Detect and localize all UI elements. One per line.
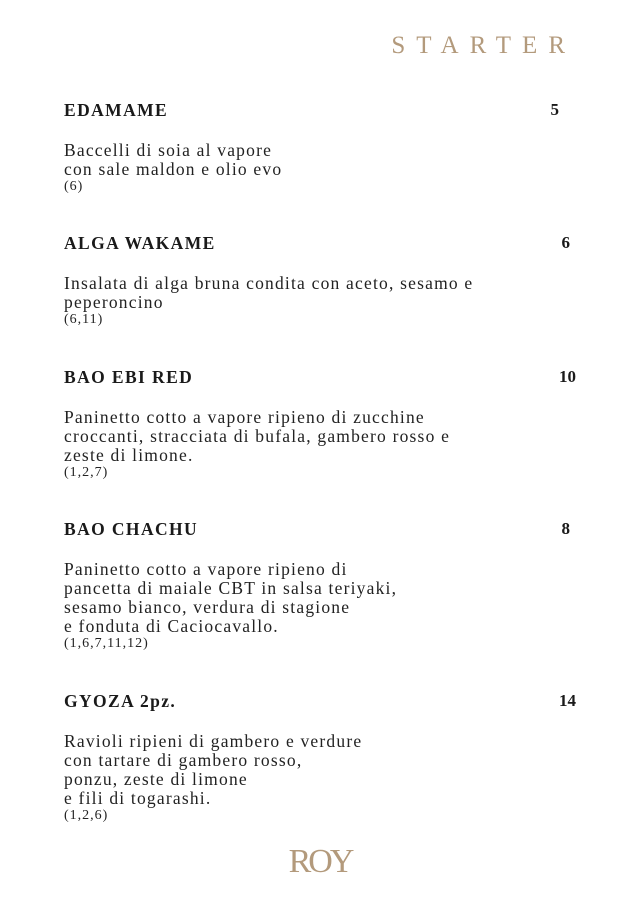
- menu-item-edamame: [64, 100, 576, 195]
- item-name: GYOZA 2pz.: [64, 691, 177, 711]
- item-name: ALGA WAKAME: [64, 233, 216, 253]
- item-name: BAO CHACHU: [64, 519, 199, 539]
- item-price: 5: [550, 100, 559, 119]
- menu-item-bao-chachu: [64, 519, 576, 652]
- item-allergens: (6): [64, 179, 84, 194]
- item-description: Paninetto cotto a vapore ripieno di pancetta di maiale CBT in salsa teriyaki, sesamo bianco, verdura di stagione e fonduta di Caciocavallo.: [64, 559, 398, 636]
- roy-logo-icon: [285, 840, 355, 880]
- item-allergens: (6,11): [64, 312, 104, 327]
- menu-item-gyoza: [64, 691, 576, 824]
- item-description: Baccelli di soia al vapore con sale maldon e olio evo: [64, 140, 283, 179]
- item-name: EDAMAME: [64, 100, 169, 120]
- item-allergens: (1,2,6): [64, 808, 109, 823]
- item-price: 10: [559, 367, 576, 386]
- page-title: STARTER: [391, 32, 576, 59]
- item-price: 6: [561, 233, 570, 252]
- item-description: Paninetto cotto a vapore ripieno di zucchine croccanti, stracciata di bufala, gambero rosso e zeste di limone.: [64, 407, 451, 465]
- menu-item-bao-ebi-red: [64, 367, 576, 481]
- item-name: BAO EBI RED: [64, 367, 194, 387]
- item-description: Insalata di alga bruna condita con aceto, sesamo e peperoncino: [64, 273, 474, 312]
- brand-logo: [0, 840, 640, 884]
- item-allergens: (1,6,7,11,12): [64, 636, 149, 651]
- item-description: Ravioli ripieni di gambero e verdure con tartare di gambero rosso, ponzu, zeste di limone e fili di togarashi.: [64, 731, 363, 808]
- item-price: 8: [561, 519, 570, 538]
- svg-text:ROY: ROY: [288, 843, 352, 880]
- item-price: 14: [559, 691, 576, 710]
- item-allergens: (1,2,7): [64, 465, 109, 480]
- menu-item-alga-wakame: [64, 233, 576, 328]
